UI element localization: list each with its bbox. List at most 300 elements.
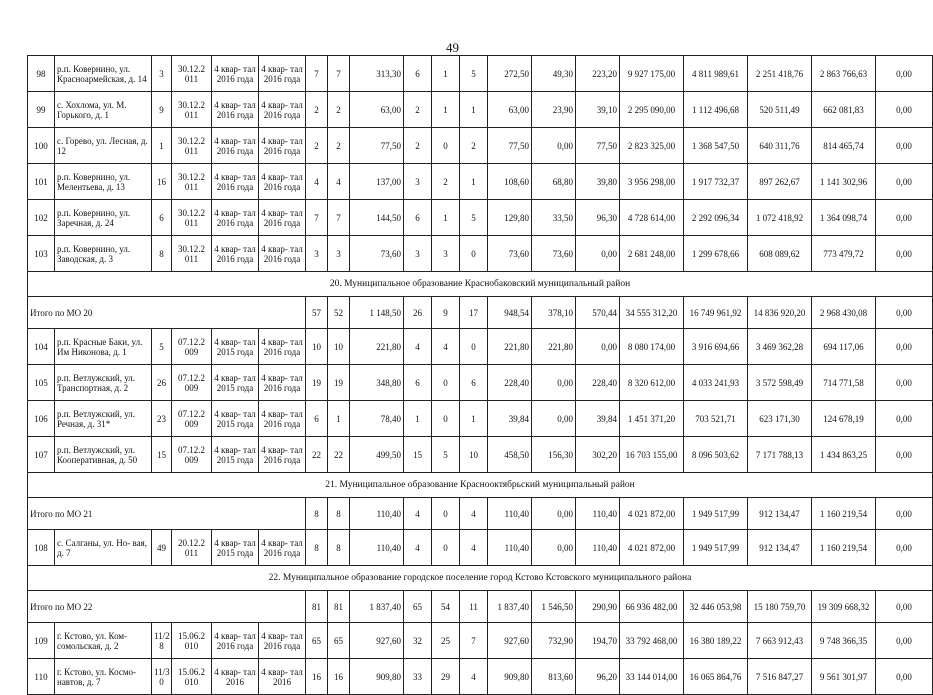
cell-label: Итого по МО 22 xyxy=(28,591,306,623)
cell-address: с. Горево, ул. Лесная, д. 12 xyxy=(55,128,152,164)
cell-c18: 1 072 418,92 xyxy=(748,200,812,236)
cell-c14: 732,90 xyxy=(532,623,576,659)
cell-c12: 6 xyxy=(460,365,488,401)
cell-c7: 22 xyxy=(306,437,328,473)
cell-c10: 15 xyxy=(404,437,432,473)
cell-c6: 4 квар- тал 2016 года xyxy=(259,437,306,473)
cell-no: 99 xyxy=(28,92,55,128)
cell-c9: 78,40 xyxy=(350,401,404,437)
cell-c11: 25 xyxy=(432,623,460,659)
cell-c12: 1 xyxy=(460,164,488,200)
table-row xyxy=(28,623,933,659)
cell-c14: 0,00 xyxy=(532,365,576,401)
cell-c9: 73,60 xyxy=(350,236,404,272)
cell-c10: 1 xyxy=(404,401,432,437)
cell-c9: 110,40 xyxy=(350,498,404,530)
cell-c5: 4 квар- тал 2015 года xyxy=(212,401,259,437)
cell-c11: 0 xyxy=(432,128,460,164)
cell-c20: 0,00 xyxy=(876,329,933,365)
table-row xyxy=(28,164,933,200)
cell-no: 107 xyxy=(28,437,55,473)
cell-c10: 6 xyxy=(404,56,432,92)
cell-c11: 1 xyxy=(432,92,460,128)
cell-c5: 4 квар- тал 2016 года xyxy=(212,623,259,659)
cell-c8: 8 xyxy=(328,498,350,530)
cell-c19: 814 465,74 xyxy=(812,128,876,164)
cell-c9: 909,80 xyxy=(350,659,404,695)
cell-c11: 0 xyxy=(432,498,460,530)
cell-c19: 662 081,83 xyxy=(812,92,876,128)
cell-c18: 7 663 912,43 xyxy=(748,623,812,659)
cell-c17: 1 368 547,50 xyxy=(684,128,748,164)
cell-c17: 1 112 496,68 xyxy=(684,92,748,128)
cell-c3: 3 xyxy=(152,56,172,92)
cell-c11: 0 xyxy=(432,401,460,437)
cell-c15: 302,20 xyxy=(576,437,620,473)
cell-c4: 30.12.2 011 xyxy=(172,128,212,164)
cell-c12: 4 xyxy=(460,530,488,566)
cell-c13: 129,80 xyxy=(488,200,532,236)
cell-c16: 1 451 371,20 xyxy=(620,401,684,437)
cell-c10: 4 xyxy=(404,329,432,365)
cell-c13: 228,40 xyxy=(488,365,532,401)
cell-c4: 30.12.2 011 xyxy=(172,164,212,200)
cell-no: 108 xyxy=(28,530,55,566)
cell-c20: 0,00 xyxy=(876,92,933,128)
cell-c13: 458,50 xyxy=(488,437,532,473)
housing-program-table xyxy=(27,55,933,695)
cell-c7: 8 xyxy=(306,498,328,530)
cell-no: 104 xyxy=(28,329,55,365)
cell-c3: 9 xyxy=(152,92,172,128)
cell-c19: 1 141 302,96 xyxy=(812,164,876,200)
cell-c4: 07.12.2 009 xyxy=(172,437,212,473)
cell-c8: 3 xyxy=(328,236,350,272)
cell-c15: 39,84 xyxy=(576,401,620,437)
cell-c7: 4 xyxy=(306,164,328,200)
cell-c15: 110,40 xyxy=(576,498,620,530)
cell-c5: 4 квар- тал 2016 года xyxy=(212,200,259,236)
cell-c12: 10 xyxy=(460,437,488,473)
cell-c13: 948,54 xyxy=(488,297,532,329)
cell-c10: 2 xyxy=(404,92,432,128)
cell-c13: 77,50 xyxy=(488,128,532,164)
cell-c18: 2 251 418,76 xyxy=(748,56,812,92)
cell-c14: 378,10 xyxy=(532,297,576,329)
cell-c15: 96,30 xyxy=(576,200,620,236)
cell-c15: 290,90 xyxy=(576,591,620,623)
cell-c10: 32 xyxy=(404,623,432,659)
cell-c9: 110,40 xyxy=(350,530,404,566)
total-row xyxy=(28,498,933,530)
cell-no: 98 xyxy=(28,56,55,92)
cell-c16: 8 080 174,00 xyxy=(620,329,684,365)
cell-c19: 1 364 098,74 xyxy=(812,200,876,236)
cell-c11: 0 xyxy=(432,530,460,566)
cell-c20: 0,00 xyxy=(876,530,933,566)
cell-c20: 0,00 xyxy=(876,437,933,473)
cell-c14: 0,00 xyxy=(532,498,576,530)
cell-c12: 4 xyxy=(460,498,488,530)
cell-c20: 0,00 xyxy=(876,56,933,92)
cell-c15: 194,70 xyxy=(576,623,620,659)
cell-address: р.п. Ковернино, ул. Красноармейская, д. 14 xyxy=(55,56,152,92)
cell-c20: 0,00 xyxy=(876,365,933,401)
cell-c5: 4 квар- тал 2015 года xyxy=(212,329,259,365)
cell-c13: 39,84 xyxy=(488,401,532,437)
cell-c11: 0 xyxy=(432,365,460,401)
table-row xyxy=(28,200,933,236)
cell-c10: 4 xyxy=(404,530,432,566)
cell-c6: 4 квар- тал 2016 года xyxy=(259,92,306,128)
cell-c9: 137,00 xyxy=(350,164,404,200)
cell-c9: 348,80 xyxy=(350,365,404,401)
cell-address: р.п. Ковернино, ул. Мелентьева, д. 13 xyxy=(55,164,152,200)
cell-c11: 54 xyxy=(432,591,460,623)
cell-c4: 07.12.2 009 xyxy=(172,401,212,437)
cell-c9: 221,80 xyxy=(350,329,404,365)
cell-c18: 7 171 788,13 xyxy=(748,437,812,473)
cell-c7: 19 xyxy=(306,365,328,401)
cell-c9: 1 837,40 xyxy=(350,591,404,623)
total-row xyxy=(28,591,933,623)
cell-c15: 110,40 xyxy=(576,530,620,566)
cell-c10: 4 xyxy=(404,498,432,530)
cell-c14: 0,00 xyxy=(532,530,576,566)
cell-c13: 108,60 xyxy=(488,164,532,200)
cell-c3: 26 xyxy=(152,365,172,401)
cell-c7: 7 xyxy=(306,56,328,92)
cell-label: Итого по МО 21 xyxy=(28,498,306,530)
cell-c13: 1 837,40 xyxy=(488,591,532,623)
cell-c7: 3 xyxy=(306,236,328,272)
cell-c6: 4 квар- тал 2016 года xyxy=(259,56,306,92)
cell-c14: 73,60 xyxy=(532,236,576,272)
cell-address: с. Салганы, ул. Но- вая, д. 7 xyxy=(55,530,152,566)
cell-c12: 5 xyxy=(460,56,488,92)
cell-c3: 5 xyxy=(152,329,172,365)
cell-c17: 1 949 517,99 xyxy=(684,498,748,530)
page-number: 49 xyxy=(446,40,459,55)
cell-c4: 20.12.2 011 xyxy=(172,530,212,566)
cell-c14: 1 546,50 xyxy=(532,591,576,623)
cell-address: г. Кстово, ул. Космо- навтов, д. 7 xyxy=(55,659,152,695)
table-row xyxy=(28,329,933,365)
cell-c19: 1 160 219,54 xyxy=(812,530,876,566)
cell-c11: 1 xyxy=(432,56,460,92)
cell-address: г. Кстово, ул. Ком- сомольская, д. 2 xyxy=(55,623,152,659)
cell-c15: 0,00 xyxy=(576,236,620,272)
cell-c19: 9 748 366,35 xyxy=(812,623,876,659)
cell-c17: 8 096 503,62 xyxy=(684,437,748,473)
cell-c16: 8 320 612,00 xyxy=(620,365,684,401)
cell-c13: 110,40 xyxy=(488,530,532,566)
cell-c16: 2 823 325,00 xyxy=(620,128,684,164)
cell-c10: 6 xyxy=(404,365,432,401)
cell-c19: 124 678,19 xyxy=(812,401,876,437)
cell-c9: 63,00 xyxy=(350,92,404,128)
table-row xyxy=(28,401,933,437)
cell-c3: 49 xyxy=(152,530,172,566)
cell-c4: 15.06.2 010 xyxy=(172,659,212,695)
cell-c20: 0,00 xyxy=(876,128,933,164)
cell-no: 109 xyxy=(28,623,55,659)
cell-c9: 499,50 xyxy=(350,437,404,473)
cell-c19: 19 309 668,32 xyxy=(812,591,876,623)
cell-c8: 52 xyxy=(328,297,350,329)
cell-c17: 1 299 678,66 xyxy=(684,236,748,272)
cell-c10: 6 xyxy=(404,200,432,236)
cell-c16: 4 021 872,00 xyxy=(620,530,684,566)
section-header-row xyxy=(28,566,933,591)
cell-c13: 110,40 xyxy=(488,498,532,530)
cell-c18: 623 171,30 xyxy=(748,401,812,437)
cell-c5: 4 квар- тал 2015 года xyxy=(212,530,259,566)
cell-c11: 2 xyxy=(432,164,460,200)
cell-c13: 63,00 xyxy=(488,92,532,128)
total-row xyxy=(28,297,933,329)
cell-c5: 4 квар- тал 2016 года xyxy=(212,56,259,92)
cell-c5: 4 квар- тал 2016 xyxy=(212,659,259,695)
table-row xyxy=(28,92,933,128)
table-row xyxy=(28,56,933,92)
cell-c20: 0,00 xyxy=(876,659,933,695)
cell-c18: 3 469 362,28 xyxy=(748,329,812,365)
cell-c11: 5 xyxy=(432,437,460,473)
cell-c11: 1 xyxy=(432,200,460,236)
cell-c18: 608 089,62 xyxy=(748,236,812,272)
cell-c9: 77,50 xyxy=(350,128,404,164)
cell-c10: 3 xyxy=(404,236,432,272)
cell-c20: 0,00 xyxy=(876,498,933,530)
table-row xyxy=(28,236,933,272)
section-header-row xyxy=(28,473,933,498)
cell-c3: 11/3 0 xyxy=(152,659,172,695)
cell-c5: 4 квар- тал 2016 года xyxy=(212,164,259,200)
cell-c8: 1 xyxy=(328,401,350,437)
cell-address: р.п. Ковернино, ул. Заречная, д. 24 xyxy=(55,200,152,236)
cell-c18: 520 511,49 xyxy=(748,92,812,128)
table-row xyxy=(28,128,933,164)
cell-c11: 4 xyxy=(432,329,460,365)
cell-c15: 39,10 xyxy=(576,92,620,128)
cell-address: р.п. Ковернино, ул. Заводская, д. 3 xyxy=(55,236,152,272)
cell-c12: 1 xyxy=(460,92,488,128)
cell-c13: 909,80 xyxy=(488,659,532,695)
cell-c14: 49,30 xyxy=(532,56,576,92)
cell-text: 20. Муниципальное образование Краснобаковский муниципальный район xyxy=(28,272,933,297)
cell-c10: 65 xyxy=(404,591,432,623)
cell-c17: 703 521,71 xyxy=(684,401,748,437)
cell-c6: 4 квар- тал 2016 года xyxy=(259,128,306,164)
cell-c3: 15 xyxy=(152,437,172,473)
cell-c18: 897 262,67 xyxy=(748,164,812,200)
cell-c19: 2 863 766,63 xyxy=(812,56,876,92)
cell-c17: 32 446 053,98 xyxy=(684,591,748,623)
cell-c14: 0,00 xyxy=(532,401,576,437)
cell-c7: 10 xyxy=(306,329,328,365)
cell-address: с. Хохлома, ул. М. Горького, д. 1 xyxy=(55,92,152,128)
cell-address: р.п. Ветлужский, ул. Речная, д. 31* xyxy=(55,401,152,437)
cell-c18: 640 311,76 xyxy=(748,128,812,164)
cell-c17: 1 917 732,37 xyxy=(684,164,748,200)
cell-c4: 15.06.2 010 xyxy=(172,623,212,659)
cell-c14: 33,50 xyxy=(532,200,576,236)
cell-c3: 23 xyxy=(152,401,172,437)
cell-c6: 4 квар- тал 2016 года xyxy=(259,200,306,236)
table-row xyxy=(28,365,933,401)
cell-c3: 6 xyxy=(152,200,172,236)
cell-c4: 30.12.2 011 xyxy=(172,56,212,92)
cell-c19: 2 968 430,08 xyxy=(812,297,876,329)
cell-no: 103 xyxy=(28,236,55,272)
cell-c13: 221,80 xyxy=(488,329,532,365)
cell-c8: 8 xyxy=(328,530,350,566)
cell-c19: 714 771,58 xyxy=(812,365,876,401)
cell-c7: 65 xyxy=(306,623,328,659)
cell-c18: 912 134,47 xyxy=(748,498,812,530)
cell-c15: 96,20 xyxy=(576,659,620,695)
cell-c7: 8 xyxy=(306,530,328,566)
cell-c13: 927,60 xyxy=(488,623,532,659)
cell-c16: 16 703 155,00 xyxy=(620,437,684,473)
cell-c16: 2 295 090,00 xyxy=(620,92,684,128)
cell-c12: 0 xyxy=(460,236,488,272)
cell-c5: 4 квар- тал 2015 года xyxy=(212,437,259,473)
cell-c12: 1 xyxy=(460,401,488,437)
cell-c20: 0,00 xyxy=(876,623,933,659)
cell-c6: 4 квар- тал 2016 года xyxy=(259,329,306,365)
cell-label: Итого по МО 20 xyxy=(28,297,306,329)
cell-c17: 4 811 989,61 xyxy=(684,56,748,92)
cell-c13: 73,60 xyxy=(488,236,532,272)
cell-c16: 2 681 248,00 xyxy=(620,236,684,272)
cell-c10: 3 xyxy=(404,164,432,200)
cell-c16: 9 927 175,00 xyxy=(620,56,684,92)
cell-c14: 0,00 xyxy=(532,128,576,164)
cell-c7: 6 xyxy=(306,401,328,437)
cell-c6: 4 квар- тал 2016 года xyxy=(259,236,306,272)
cell-c15: 77,50 xyxy=(576,128,620,164)
cell-c16: 4 021 872,00 xyxy=(620,498,684,530)
cell-c14: 221,80 xyxy=(532,329,576,365)
cell-c5: 4 квар- тал 2016 года xyxy=(212,128,259,164)
cell-c8: 22 xyxy=(328,437,350,473)
cell-c8: 19 xyxy=(328,365,350,401)
cell-c6: 4 квар- тал 2016 года xyxy=(259,623,306,659)
cell-c16: 66 936 482,00 xyxy=(620,591,684,623)
cell-c3: 8 xyxy=(152,236,172,272)
cell-no: 106 xyxy=(28,401,55,437)
cell-c19: 1 434 863,25 xyxy=(812,437,876,473)
cell-c18: 912 134,47 xyxy=(748,530,812,566)
cell-c6: 4 квар- тал 2016 года xyxy=(259,164,306,200)
cell-address: р.п. Красные Баки, ул. Им Никонова, д. 1 xyxy=(55,329,152,365)
cell-c6: 4 квар- тал 2016 года xyxy=(259,365,306,401)
cell-c6: 4 квар- тал 2016 года xyxy=(259,530,306,566)
cell-c3: 11/2 8 xyxy=(152,623,172,659)
cell-c18: 14 836 920,20 xyxy=(748,297,812,329)
cell-c7: 57 xyxy=(306,297,328,329)
cell-c9: 144,50 xyxy=(350,200,404,236)
cell-c11: 3 xyxy=(432,236,460,272)
cell-c7: 2 xyxy=(306,128,328,164)
cell-c6: 4 квар- тал 2016 года xyxy=(259,401,306,437)
cell-c12: 4 xyxy=(460,659,488,695)
cell-c17: 16 380 189,22 xyxy=(684,623,748,659)
cell-c4: 30.12.2 011 xyxy=(172,200,212,236)
cell-c19: 1 160 219,54 xyxy=(812,498,876,530)
cell-c17: 16 065 864,76 xyxy=(684,659,748,695)
cell-c12: 7 xyxy=(460,623,488,659)
cell-c18: 7 516 847,27 xyxy=(748,659,812,695)
cell-c20: 0,00 xyxy=(876,591,933,623)
cell-c16: 33 792 468,00 xyxy=(620,623,684,659)
cell-no: 102 xyxy=(28,200,55,236)
cell-c10: 2 xyxy=(404,128,432,164)
cell-c6: 4 квар- тал 2016 xyxy=(259,659,306,695)
cell-c9: 927,60 xyxy=(350,623,404,659)
cell-c4: 30.12.2 011 xyxy=(172,92,212,128)
cell-c19: 694 117,06 xyxy=(812,329,876,365)
cell-c7: 81 xyxy=(306,591,328,623)
cell-c5: 4 квар- тал 2015 года xyxy=(212,365,259,401)
cell-c4: 07.12.2 009 xyxy=(172,365,212,401)
cell-c8: 10 xyxy=(328,329,350,365)
table-row xyxy=(28,530,933,566)
cell-c15: 39,80 xyxy=(576,164,620,200)
cell-c8: 16 xyxy=(328,659,350,695)
section-header-row xyxy=(28,272,933,297)
cell-c20: 0,00 xyxy=(876,297,933,329)
cell-c8: 7 xyxy=(328,56,350,92)
cell-c16: 33 144 014,00 xyxy=(620,659,684,695)
cell-c15: 228,40 xyxy=(576,365,620,401)
cell-c11: 9 xyxy=(432,297,460,329)
cell-c15: 570,44 xyxy=(576,297,620,329)
cell-c14: 156,30 xyxy=(532,437,576,473)
cell-c5: 4 квар- тал 2016 года xyxy=(212,92,259,128)
cell-c3: 16 xyxy=(152,164,172,200)
cell-c14: 23,90 xyxy=(532,92,576,128)
cell-c8: 2 xyxy=(328,128,350,164)
cell-c17: 2 292 096,34 xyxy=(684,200,748,236)
cell-c8: 81 xyxy=(328,591,350,623)
cell-c18: 15 180 759,70 xyxy=(748,591,812,623)
cell-c16: 34 555 312,20 xyxy=(620,297,684,329)
cell-c15: 223,20 xyxy=(576,56,620,92)
cell-text: 22. Муниципальное образование городское поселение город Кстово Кстовского муниципального района xyxy=(28,566,933,591)
cell-c4: 30.12.2 011 xyxy=(172,236,212,272)
cell-no: 105 xyxy=(28,365,55,401)
cell-c12: 5 xyxy=(460,200,488,236)
cell-address: р.п. Ветлужский, ул. Кооперативная, д. 50 xyxy=(55,437,152,473)
cell-c17: 4 033 241,93 xyxy=(684,365,748,401)
cell-c7: 7 xyxy=(306,200,328,236)
cell-no: 101 xyxy=(28,164,55,200)
cell-c19: 773 479,72 xyxy=(812,236,876,272)
cell-c18: 3 572 598,49 xyxy=(748,365,812,401)
cell-c14: 813,60 xyxy=(532,659,576,695)
table-row xyxy=(28,659,933,695)
cell-c17: 16 749 961,92 xyxy=(684,297,748,329)
table-row xyxy=(28,437,933,473)
cell-c8: 2 xyxy=(328,92,350,128)
cell-address: р.п. Ветлужский, ул. Транспортная, д. 2 xyxy=(55,365,152,401)
cell-c20: 0,00 xyxy=(876,236,933,272)
cell-c17: 1 949 517,99 xyxy=(684,530,748,566)
cell-c7: 16 xyxy=(306,659,328,695)
